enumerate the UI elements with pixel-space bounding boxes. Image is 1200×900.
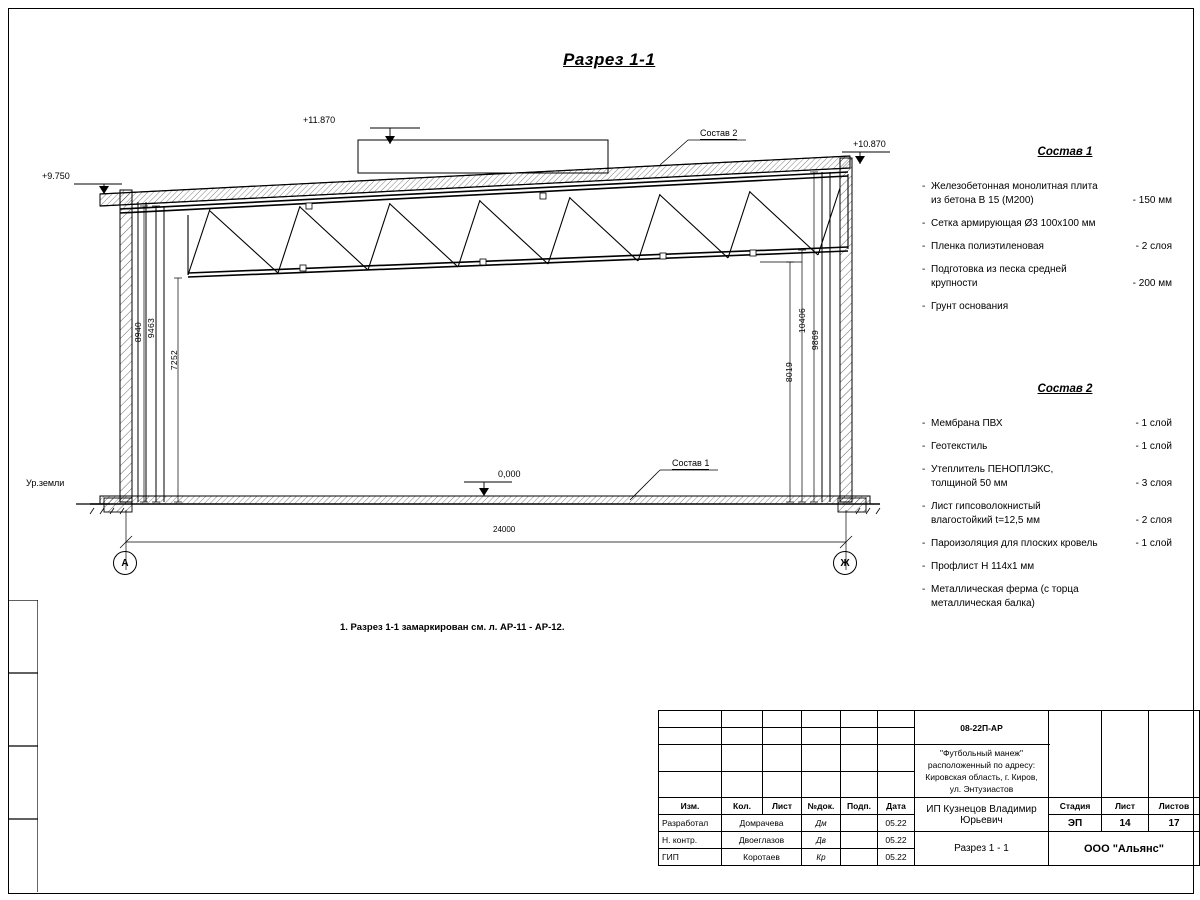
ground-level-label: Ур.земли	[26, 478, 65, 488]
sheet-number: 14	[1102, 815, 1149, 832]
left-margin-divisions	[8, 600, 38, 892]
list-item: - Пароизоляция для плоских кровель - 1 слой	[922, 538, 1172, 549]
row-role: Разработал	[659, 815, 722, 832]
axis-label-left: А	[121, 557, 129, 569]
dim-right-2: 10406	[797, 308, 807, 334]
axis-bubble-right	[833, 551, 857, 575]
sostav2-block	[922, 383, 1172, 620]
spec-text: Геотекстиль	[931, 441, 988, 452]
sostav1-heading: Состав 1	[1037, 146, 1093, 158]
list-item: - Утеплитель ПЕНОПЛЭКС, толщиной 50 мм - 3 слоя	[922, 464, 1172, 489]
sheets-total: 17	[1149, 815, 1200, 832]
project-code: 08-22П-АР	[915, 711, 1049, 745]
row-name: Двоеглазов	[722, 832, 802, 849]
list-item: - Подготовка из песка средней крупности - 200 мм	[922, 264, 1172, 289]
spec-text: Пленка полиэтиленовая	[931, 241, 1044, 252]
row-sign: Дм	[802, 815, 841, 832]
spec-value: - 1 слой	[1135, 538, 1172, 549]
spec-text: Утеплитель ПЕНОПЛЭКС, толщиной 50 мм	[931, 464, 1054, 489]
title-block-table	[658, 710, 1200, 866]
section-drawing	[60, 110, 920, 610]
dim-left-1: 8940	[133, 322, 143, 343]
spec-text: Мембрана ПВХ	[931, 418, 1003, 429]
axis-bubble-left	[113, 551, 137, 575]
spec-text: Профлист Н 114х1 мм	[931, 561, 1035, 572]
sostav1-list	[922, 180, 1172, 314]
list-item: - Лист гипсоволокнистый влагостойкий t=12,5 мм - 2 слоя	[922, 501, 1172, 526]
sostav1-block	[922, 146, 1172, 323]
sostav2-list	[922, 417, 1172, 611]
sostav2-heading: Состав 2	[1037, 383, 1093, 395]
dim-overall: 24000	[493, 525, 516, 534]
stage-head: Стадия	[1049, 798, 1102, 815]
object-line-1: "Футбольный манеж" расположенный по адресу:	[927, 748, 1036, 770]
list-item: - Пленка полиэтиленовая - 2 слоя	[922, 241, 1172, 252]
col-head-podp: Подп.	[841, 798, 878, 815]
spec-value: - 2 слоя	[1135, 515, 1172, 526]
stage-value: ЭП	[1049, 815, 1102, 832]
spec-value: - 1 слой	[1135, 418, 1172, 429]
spec-text: Сетка армирующая Ø3 100х100 мм	[931, 218, 1096, 229]
row-role: ГИП	[659, 849, 722, 866]
list-item: - Геотекстиль - 1 слой	[922, 441, 1172, 452]
level-top-right: +10.870	[853, 139, 886, 149]
dim-left-3: 7252	[169, 350, 179, 371]
row-date: 05.22	[878, 832, 915, 849]
list-item: - Мембрана ПВХ - 1 слой	[922, 418, 1172, 429]
col-head-ndok: №док.	[802, 798, 841, 815]
row-name: Домрачева	[722, 815, 802, 832]
col-head-data: Дата	[878, 798, 915, 815]
object-line-2: Кировская область, г. Киров, ул. Энтузиастов	[925, 772, 1038, 794]
page-title: Разрез 1-1	[563, 50, 656, 69]
spec-value: - 3 слоя	[1135, 478, 1172, 489]
col-head-izm: Изм.	[659, 798, 722, 815]
sheets-head: Листов	[1149, 798, 1200, 815]
sheet-title: Разрез 1 - 1	[915, 832, 1049, 866]
title-block	[658, 710, 1200, 866]
list-item: - Железобетонная монолитная плита из бетона В 15 (М200) - 150 мм	[922, 181, 1172, 206]
list-item: - Профлист Н 114х1 мм	[922, 560, 1172, 574]
row-role: Н. контр.	[659, 832, 722, 849]
list-item: - Металлическая ферма (с торца металлическая балка)	[922, 583, 1172, 611]
spec-value: - 1 слой	[1135, 441, 1172, 452]
list-item: - Сетка армирующая Ø3 100х100 мм	[922, 217, 1172, 231]
spec-text: Железобетонная монолитная плита из бетона В 15 (М200)	[931, 181, 1098, 206]
level-zero: 0,000	[498, 469, 521, 479]
dim-right-3: 9869	[810, 330, 820, 351]
row-name: Коротаев	[722, 849, 802, 866]
col-head-list: Лист	[763, 798, 802, 815]
company-name: ООО "Альянс"	[1049, 832, 1200, 866]
object-description	[915, 745, 1049, 798]
customer-name: ИП Кузнецов Владимир Юрьевич	[915, 798, 1049, 832]
col-head-kol: Кол.	[722, 798, 763, 815]
spec-text: Грунт основания	[931, 301, 1009, 312]
row-date: 05.22	[878, 815, 915, 832]
callout-sostav2: Состав 2	[700, 128, 738, 138]
drawing-note: 1. Разрез 1-1 замаркирован см. л. АР-11 - АР-12.	[340, 622, 565, 633]
spec-value: - 150 мм	[1132, 195, 1172, 206]
spec-text: Подготовка из песка средней крупности	[931, 264, 1067, 289]
spec-text: Металлическая ферма (с торца металлическая балка)	[931, 584, 1079, 609]
callout-sostav1: Состав 1	[672, 458, 710, 468]
spec-value: - 200 мм	[1132, 278, 1172, 289]
spec-value: - 2 слоя	[1135, 241, 1172, 252]
sheet-head: Лист	[1102, 798, 1149, 815]
row-sign: Дв	[802, 832, 841, 849]
row-sign: Кр	[802, 849, 841, 866]
dim-left-2: 9463	[146, 318, 156, 339]
spec-text: Лист гипсоволокнистый влагостойкий t=12,5 мм	[931, 501, 1041, 526]
axis-label-right: Ж	[840, 557, 850, 569]
spec-text: Пароизоляция для плоских кровель	[931, 538, 1098, 549]
dim-right-1: 8019	[784, 362, 794, 383]
row-date: 05.22	[878, 849, 915, 866]
level-top-left: +9.750	[42, 171, 70, 181]
level-top-high: +11.870	[303, 115, 336, 125]
list-item: - Грунт основания	[922, 300, 1172, 314]
